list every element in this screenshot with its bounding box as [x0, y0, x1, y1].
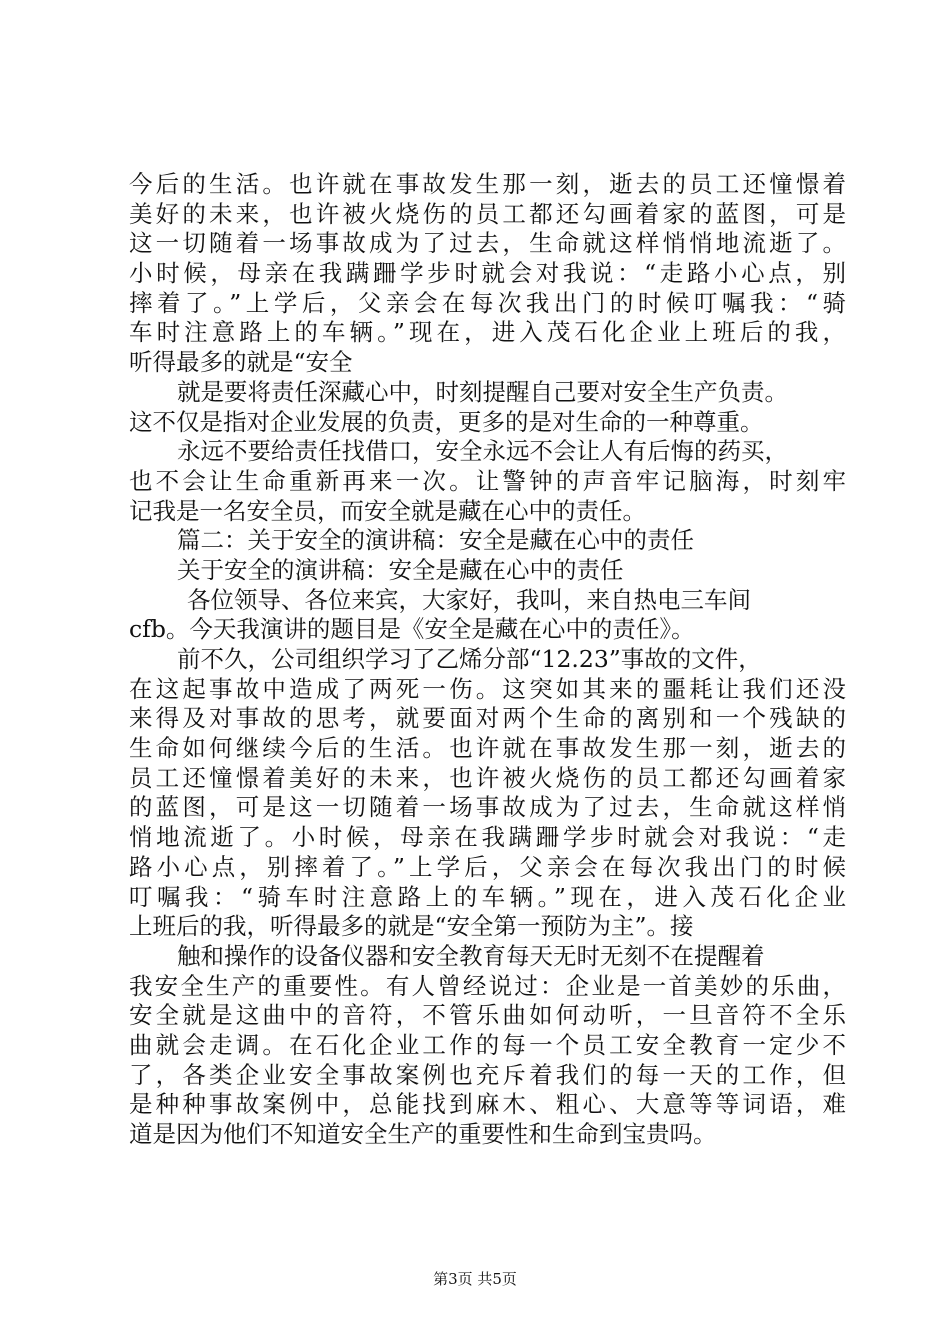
- text-line: 了，各类企业安全事故案例也充斥着我们的每一天的工作，但: [129, 1060, 846, 1089]
- paragraph-start: 永远不要给责任找借口，安全永远不会让人有后悔的药买，: [177, 437, 788, 466]
- text-line: 听得最多的就是“安全: [129, 348, 353, 377]
- text-line: 记我是一名安全员，而安全就是藏在心中的责任。: [129, 496, 646, 525]
- text-line: 今后的生活。也许就在事故发生那一刻，逝去的员工还憧憬着: [129, 170, 846, 198]
- text-line: 的蓝图，可是这一切随着一场事故成为了过去，生命就这样悄: [129, 793, 846, 822]
- paragraph-start: 触和操作的设备仪器和安全教育每天无时无刻不在提醒着: [177, 941, 765, 970]
- text-line: 摔着了。”上学后，父亲会在每次我出门的时候叮嘱我：“骑: [129, 288, 846, 317]
- text-line: 道是因为他们不知道安全生产的重要性和生命到宝贵吗。: [129, 1120, 717, 1148]
- text-line: 叮嘱我：“骑车时注意路上的车辆。”现在，进入茂石化企业: [129, 882, 846, 911]
- text-line: 来得及对事故的思考，就要面对两个生命的离别和一个残缺的: [129, 704, 846, 733]
- text-line: 曲就会走调。在石化企业工作的每一个员工安全教育一定少不: [129, 1030, 846, 1059]
- document-body: [129, 170, 846, 1150]
- text-line: 我安全生产的重要性。有人曾经说过：企业是一首美妙的乐曲，: [129, 971, 846, 1000]
- text-line: 安全就是这曲中的音符，不管乐曲如何动听，一旦音符不全乐: [129, 1001, 846, 1030]
- text-line: 美好的未来，也许被火烧伤的员工都还勾画着家的蓝图，可是: [129, 199, 846, 228]
- text-line: 生命如何继续今后的生活。也许就在事故发生那一刻，逝去的: [129, 734, 846, 763]
- text-line: 在这起事故中造成了两死一伤。这突如其来的噩耗让我们还没: [129, 674, 846, 703]
- text-line: 悄地流逝了。小时候，母亲在我蹒跚学步时就会对我说：“走: [129, 823, 846, 852]
- text-line: 员工还憧憬着美好的未来，也许被火烧伤的员工都还勾画着家: [129, 763, 846, 792]
- text-line: 车时注意路上的车辆。”现在，进入茂石化企业上班后的我，: [129, 318, 846, 347]
- paragraph-start: 前不久，公司组织学习了乙烯分部“12.23”事故的文件，: [177, 645, 762, 673]
- text-line: 这一切随着一场事故成为了过去，生命就这样悄悄地流逝了。: [129, 229, 846, 258]
- text-line: 这不仅是指对企业发展的负责，更多的是对生命的一种尊重。: [129, 407, 764, 436]
- text-line: 也不会让生命重新再来一次。让警钟的声音牢记脑海，时刻牢: [129, 466, 846, 495]
- page-number-footer: 第3页 共5页: [433, 1270, 517, 1288]
- text-line: cfb。今天我演讲的题目是《安全是藏在心中的责任》。: [129, 615, 695, 644]
- section-heading: 篇二：关于安全的演讲稿：安全是藏在心中的责任: [177, 526, 694, 555]
- text-line: 小时候，母亲在我蹒跚学步时就会对我说：“走路小心点，别: [129, 259, 846, 288]
- text-line: 路小心点，别摔着了。”上学后，父亲会在每次我出门的时候: [129, 852, 846, 881]
- paragraph-start: 各位领导、各位来宾，大家好，我叫，来自热电三车间: [187, 585, 751, 614]
- text-line: 上班后的我，听得最多的就是“安全第一预防为主”。接: [129, 912, 694, 941]
- speech-title: 关于安全的演讲稿：安全是藏在心中的责任: [177, 555, 624, 584]
- text-line: 是种种事故案例中，总能找到麻木、粗心、大意等等词语，难: [129, 1090, 846, 1119]
- paragraph-start: 就是要将责任深藏心中，时刻提醒自己要对安全生产负责。: [177, 377, 788, 406]
